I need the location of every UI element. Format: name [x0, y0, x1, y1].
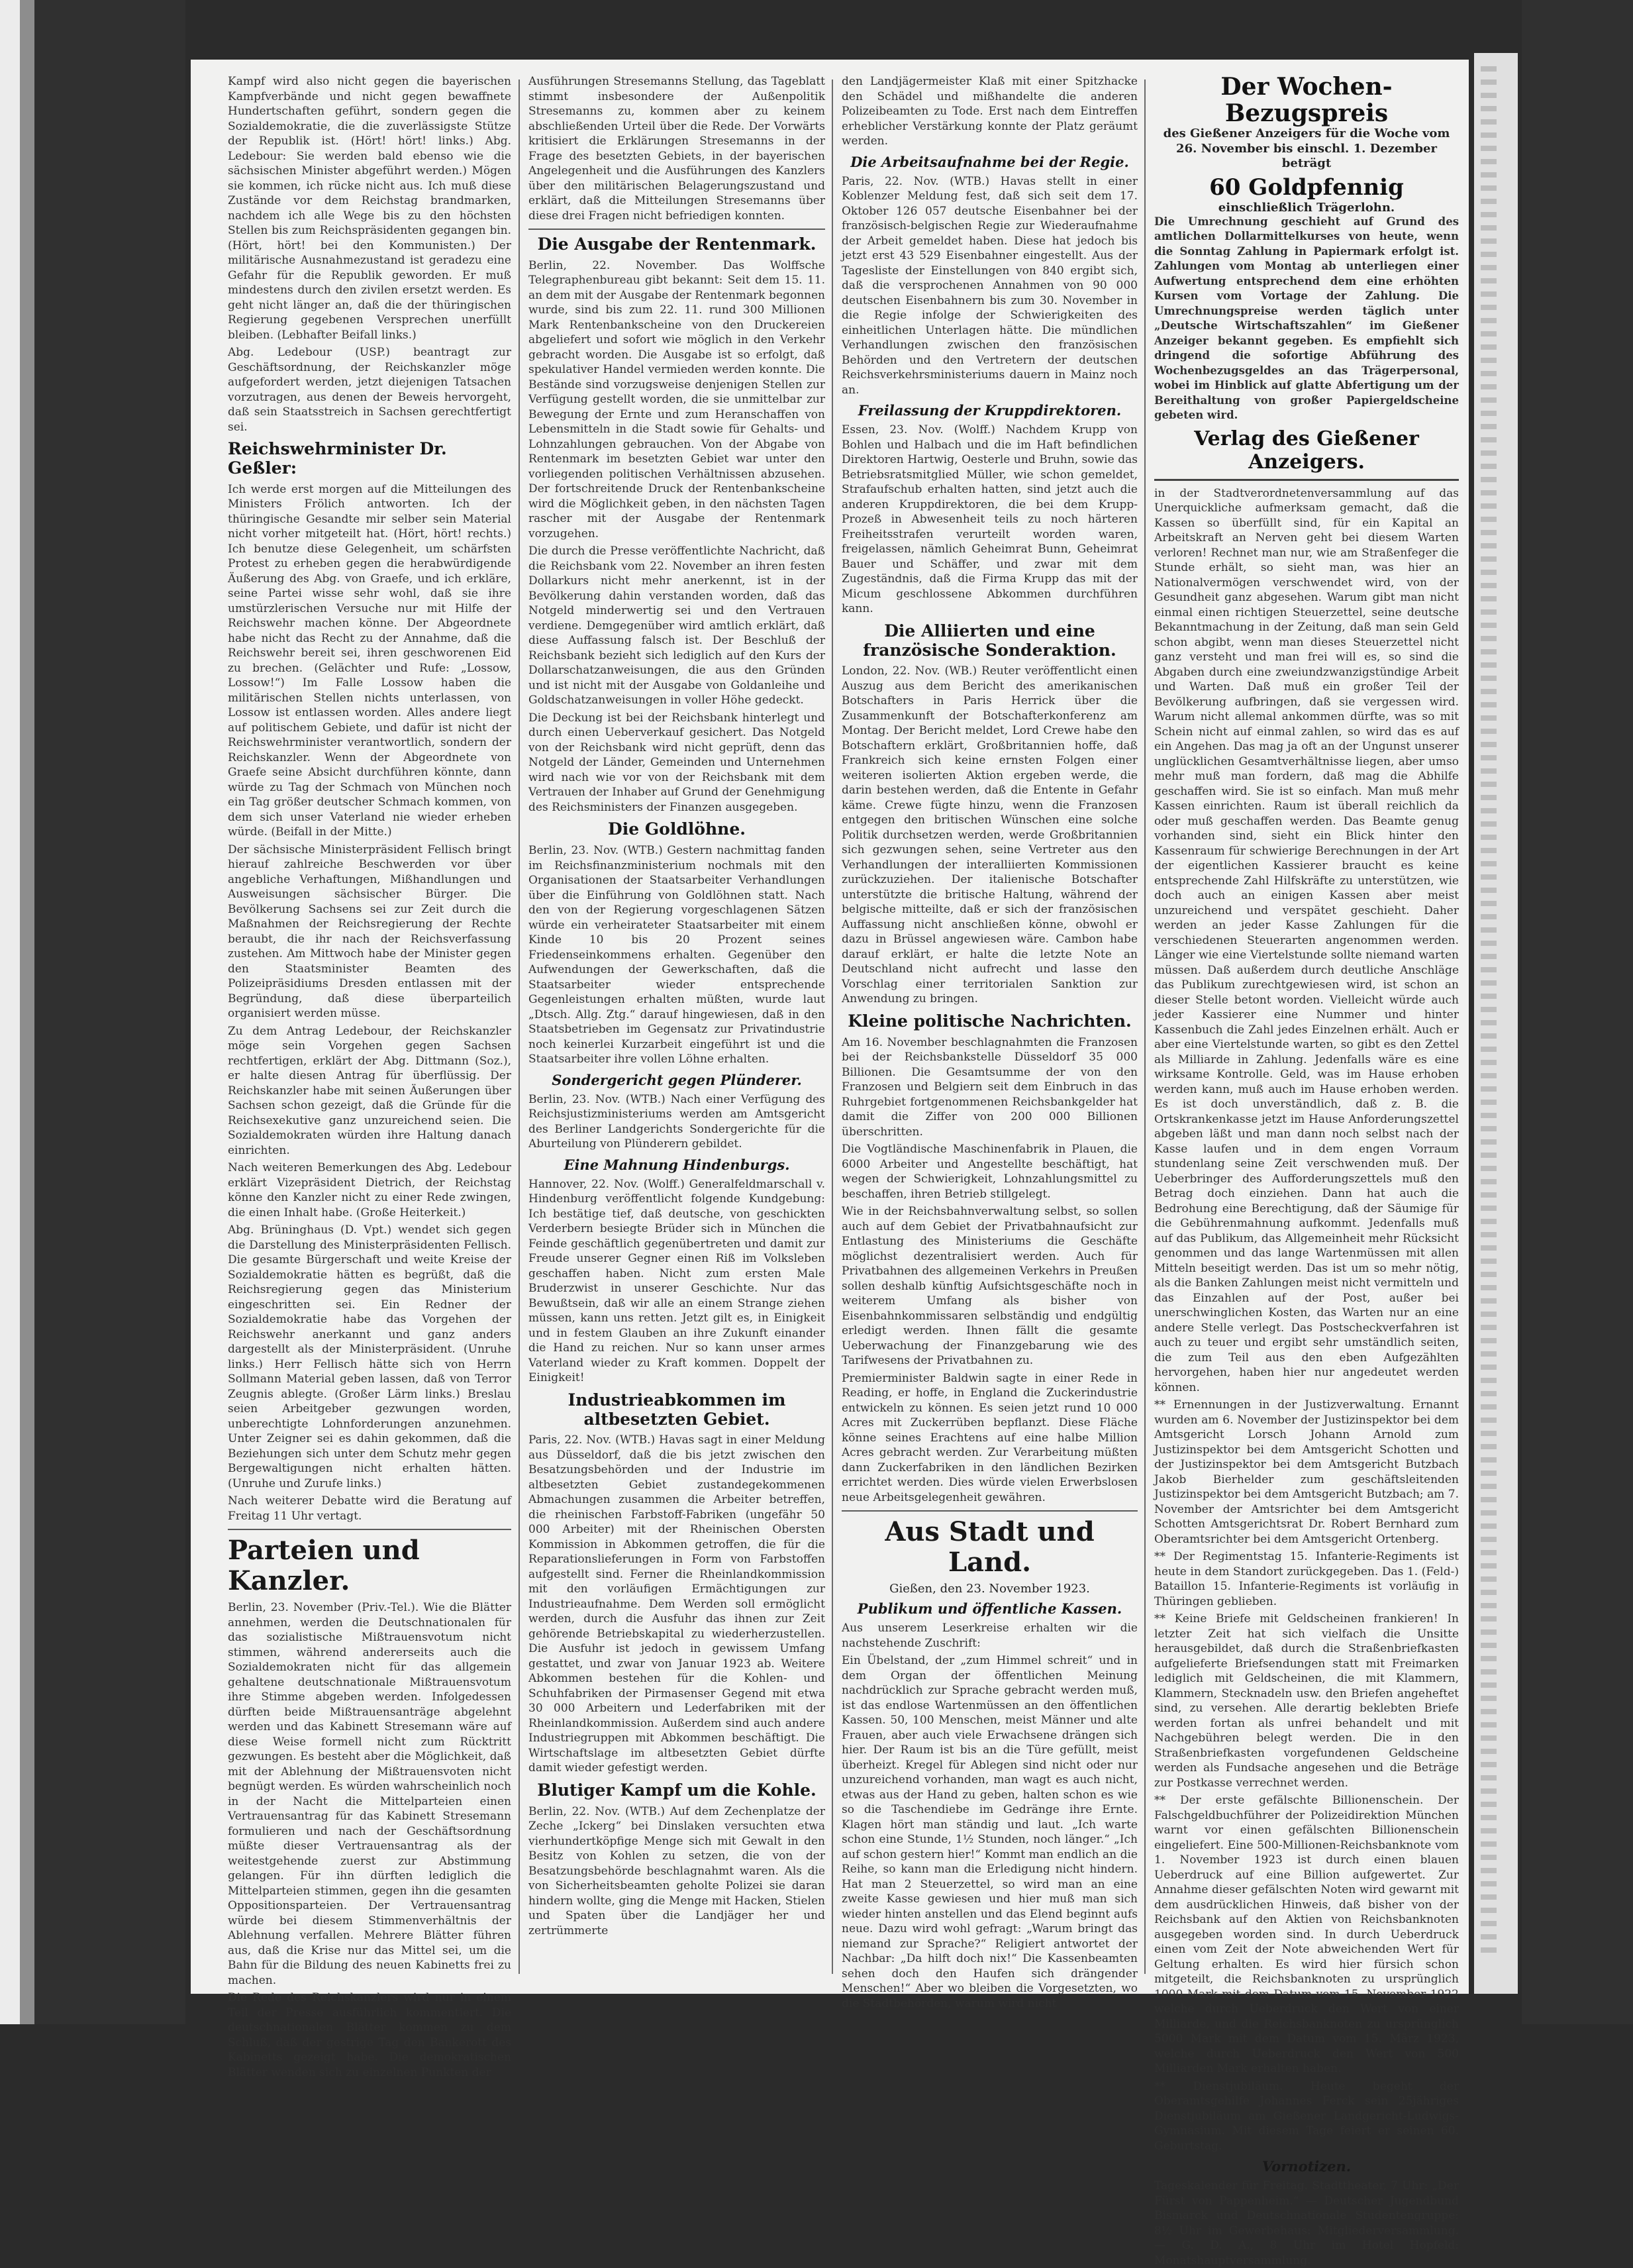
paragraph: in der Stadtverordnetenversammlung auf das Unerquickliche aufmerksam gemacht, daß die Kassen so überfüllt sind, für ein Kapital an Arbeitskraft an Nerven geht bei diesem Warten verloren! Rechnet man nur, wie am Straßenfeger die Stunde erhält, so sieht man, was hier an Nationalvermögen verschwendet wird, von der Gesundheit ganz abgesehen. Warum gibt man nicht einmal einen richtigen Steuerzettel, seine deutsche Bekanntmachung in der Zeitung, daß man sein Geld schon abgibt, wenn man dieses Steuerzettel nicht ganz versteht und man frei will es, so sind die Abgaben durch eine zweiundzwanzigstündige Arbeit und Warten. Daß muß ein großer Teil der Bevölkerung aufbringen, daß sie vergessen wird. Warum nicht allemal ankommen dürfte, was so mit Schein nicht auf einmal zahlen, so wird das es auf ein Angehen. Das mag ja oft an der Ungunst unserer unglücklichen Gesamtverhältnisse liegen, aber umso mehr muß man fordern, daß mag die Abhilfe geschaffen wird. Sie ist so einfach. Man muß mehr Kassen einrichten. Raum ist überall reichlich da oder muß geschaffen werden. Das Beamte genug vorhanden sind, sieht ein Blick hinter den Kassenraum für schwierige Berechnungen in der Art der eigentlichen Kassierer braucht es keine entsprechende Zahl Hilfskräfte zu unterstützen, wie doch auch an einigen Kassen aber meist unzureichend und verspätet geschieht. Daher werden an jeder Kasse Zahlungen für die verschiedenen Steuerarten angenommen werden. Länger wie eine Viertelstunde sollte niemand warten müssen. Daß außerdem durch deutliche Anschläge das Publikum zurechtgewiesen wird, ist schon an dieser Stelle betont worden. Vielleicht würde auch jeder Kassierer eine Nummer und hinter Kassenbuch die Zahl jedes Einzelnen erhält. Auch er aber eine Viertelstunde warten, so gibt es den Zettel als Milliarde in Zahlung. Jedenfalls wäre es eine wirksame Kontrolle. Geld, was im Hause erhoben werden kann, muß auch im Hause erhoben werden. Es ist doch unverständlich, daß z. B. die Ortskrankenkasse jetzt im Hause Anforderungszettel abgeben läßt und man dann noch selbst nach der Kasse laufen und in dem engen Vorraum stundenlang seine Zeit verschwenden muß. Der Ueberbringer des Aufforderungszettels muß den Betrag doch einziehen. Dann hat auch die Bedrohung eine Berechtigung, daß der Säumige für die Gebührenmahnung aufkommt. Jedenfalls muß auf das Publikum, das Allgemeinheit mehr Rücksicht genommen und das lange Wartenmüssen mit allen Mitteln beseitigt werden. Das ist um so mehr nötig, als die Banken Zahlungen meist nicht vermitteln und das Einzahlen auf der Post, außer bei unerschwinglichen Kosten, das Warten nur an eine andere Stelle verlegt. Das Postscheckverfahren ist auch zu teuer und ergibt sehr umständlich seiten, die zum Teil aus den eben Aufgezählten hervorgehen, haben hier nur angedeutet werden können. — [1154, 486, 1459, 1394]
paragraph: Die Rede des Reichskanzlers wird nur in einem Teil der Presse ausführlich kommentiert. Die deutschnationalen Blätter kommen zu dem Schluß, daß der gestrige Tag den Bankerott des Kabinetts gezeigt habe. Die demokratischen Blätter wenden sich zu einzelnen Punkten der — [228, 1991, 511, 2079]
column-2 — [528, 74, 825, 1982]
paragraph: ** Der erste gefälschte Billionenschein. Der Falschgeldbuchführer der Polizeidirektion München warnt vor einen gefälschten Billionenschein eingeliefert. Eine 500-Millionen-Reichsbanknote vom 1. November 1923 ist durch einen blauen Ueberdruck auf eine Billion aufgewertet. Zur Annahme dieser gefälschten Noten wird gewarnt mit dem ausdrücklichen Hinweis, daß bisher von der Reichsbank auf den Aktien von Reichsbanknoten ausgegeben worden sind. In durch Ueberdruck einen vom Zeit der Note abweichenden Wert für Geltung erhalten. Es wird hier fürsich schon mitgeteilt, die Reichsbanknoten zu ursprünglich 1000 Mark mit dem Datum vom 15. November 1922 welche durch Ueberdruck den Wert von einer Milliarde, und die Reichsbanknoten zu ursprünglich 5000 Mark mit dem Datum vom 15. März 1923, welche durch Ueberdruck den Wert von 500 Milliarden Mark erhalten haben. — [1154, 1794, 1459, 2076]
paragraph: Ich werde erst morgen auf die Mitteilungen des Ministers Frölich antworten. Ich der thüringische Gesandte mir selber sein Material nicht vorher mitgeteilt hat. (Hört, hört! rechts.) Ich benutze diese Gelegenheit, um schärfsten Protest zu erheben gegen die herabwürdigende Äußerung des Abg. von Graefe, und ich erkläre, seine Partei wisse sehr wohl, daß sie ihre umstürzlerischen Versuche nur mit Hilfe der Reichswehr machen könne. Der Abgeordnete habe nicht das Recht zu der Annahme, daß die Reichswehr bereit sei, ihren geschworenen Eid zu brechen. (Gelächter und Rufe: „Lossow, Lossow!“) Im Falle Lossow haben die militärischen Stellen nichts unterlassen, von Lossow ist entlassen worden. Alles andere liegt auf politischem Gebiete, und dafür ist nicht der Reichswehrminister verantwortlich, sondern der Reichskanzler. Wenn der Abgeordnete von Graefe seine Absicht durchführen könnte, dann würde zu Tag der Schmach von München noch ein Tag größer deutscher Schmach kommen, von dem sich unser Vaterland nie wieder erheben würde. (Beifall in der Mitte.) — [228, 482, 511, 839]
subscription-period: des Gießener Anzeigers für die Woche vom 26. November bis einschl. 1. Dezember beträgt — [1163, 127, 1450, 171]
headline-industrieabkommen: Industrieabkommen im altbesetzten Gebiet. — [568, 1390, 786, 1429]
paragraph: Essen, 23. Nov. (Wolff.) Nachdem Krupp von Bohlen und Halbach und die im Haft befindlichen Direktoren Hartwig, Oesterle und Bruhn, sowie das Betriebsratsmitglied Müller, wie schon gemeldet, Strafaufschub erhalten hatten, sind jetzt auch die anderen Kruppdirektoren, die bei dem Krupp-Prozeß in Abwesenheit teils zu noch härteren Freiheitsstrafen verurteilt worden waren, freigelassen, nämlich Geheimrat Bunn, Geheimrat Bauer und Schäffer, und zwar mit dem Zugeständnis, daß die Firma Krupp das mit der Micum geschlossene Abkommen durchführen kann. — [842, 423, 1138, 616]
paragraph: Paris, 22. Nov. (WTB.) Havas stellt in einer Koblenzer Meldung fest, daß sich seit dem 17. Oktober 126 057 deutsche Eisenbahner bei der französisch-belgischen Regie zur Wiederaufnahme der Arbeit gemeldet haben. Diese hat jedoch bis jetzt erst 43 529 Eisenbahner eingestellt. Aus der Tagesliste der Einstellungen von 840 ergibt sich, daß die versprochenen Annahmen von 90 000 deutschen Eisenbahnern bis zum 30. November in die Regie infolge der Schwierigkeiten des einheitlichen Unterlagen hätte. Die mündlichen Verhandlungen zwischen den französischen Behörden und den Vertretern der deutschen Reichsverkehrsministeriums dauern in Mainz noch an. — [842, 174, 1138, 397]
dateline: Gießen, den 23. November 1923. — [889, 1582, 1090, 1596]
paragraph: Die durch die Presse veröffentlichte Nachricht, daß die Reichsbank vom 22. November an ihren festen Dollarkurs nicht mehr anerkennt, ist in der Bevölkerung dahin verstanden worden, daß das Notgeld minderwertig sei und den Vertrauen verdiene. Demgegenüber wird amtlich erklärt, daß diese Auffassung falsch ist. Der Beschluß der Reichsbank bezieht sich lediglich auf den Kurs der Dollarschatzanweisungen, die aus den Gründen und ist nicht mit der Ausgabe von Goldanleihe und Goldschatzanweisungen in voller Höhe gedeckt. — [528, 544, 825, 707]
subscription-price: 60 Goldpfennig — [1209, 174, 1404, 201]
subscription-body: Die Umrechnung geschieht auf Grund des amtlichen Dollarmittelkurses von heute, wenn die Sonntag Zahlung in Papiermark erfolgt ist. Zahlungen vom Montag ab unterliegen einer Aufwertung entsprechend dem eine erhöhten Kursen vom Vortage der Zahlung. Die Umrechnungspreise werden täglich unter „Deutsche Wirtschaftszahlen“ im Gießener Anzeiger bekannt gegeben. Es empfiehlt sich dringend die sofortige Abführung des Wochenbezugsgeldes an das Trägerpersonal, wobei im Hinblick auf glatte Abfertigung um der Bereithaltung von großer Papiergeldscheine gebeten wird. — [1154, 215, 1459, 422]
headline-goldloehne: Die Goldlöhne. — [608, 819, 746, 839]
headline-kleine-nachrichten: Kleine politische Nachrichten. — [848, 1011, 1132, 1031]
headline-rentenmark: Die Ausgabe der Rentenmark. — [537, 234, 816, 254]
paragraph: Ausführungen Stresemanns Stellung, das Tageblatt stimmt insbesondere der Außenpolitik Stresemanns zu, kommen aber zu keinem abschließenden Urteil über die Rede. Der Vorwärts kritisiert die Erklärungen Stresemanns in der Frage des besetzten Gebiets, in der bayerischen Angelegenheit und die Ausführungen des Kanzlers über den militärischen Belagerungszustand und erklärt, daß die Mitteilungen Stresemanns über diese drei Fragen nicht befriedigen konnten. — [528, 75, 825, 223]
headline-kruppdirektoren: Freilassung der Kruppdirektoren. — [858, 402, 1122, 419]
headline-kampf-um-kohle: Blutiger Kampf um die Kohle. — [537, 1780, 816, 1800]
column-rule — [1144, 79, 1146, 1974]
column-3 — [842, 74, 1138, 2010]
scanner-background-edge — [20, 0, 34, 2024]
paragraph: Paris, 22. Nov. (WTB.) Havas sagt in einer Meldung aus Düsseldorf, daß die bis jetzt zwischen den Besatzungsbehörden und der Industrie im altbesetzten Gebiet zustandegekommenen Abmachungen zusammen die Arbeiter betreffen, die rheinischen Farbstoff-Fabriken (ungefähr 50 000 Arbeiter) mit der Rheinischen Obersten Kommission in Abkommen getroffen, die für die Reparationslieferungen in Form von Farbstoffen aufgestellt sind. Ferner die Rheinlandkommission mit den vorläufigen Ermächtigungen zur Industrieaufnahme. Dem Werden soll ermöglicht werden, durch die Ausfuhr das ihnen zur Zeit gehörende Betriebskapital zu wiederherzustellen. Die Ausfuhr ist jedoch in gewissem Umfang gestattet, und zwar von Januar 1923 ab. Weitere Abkommen bestehen für die Kohlen- und Schuhfabriken der Pirmasenser Gegend mit etwa 30 000 Arbeitern und Lederfabriken mit der Rheinlandkommission. Außerdem sind auch andere Industriegruppen mit Abkommen beschäftigt. Die Wirtschaftslage im altbesetzten Gebiet dürfte damit wieder gefestigt werden. — [528, 1433, 825, 1775]
paragraph: Berlin, 23. November (Priv.-Tel.). Wie die Blätter annehmen, werden die Deutschnationalen für das sozialistische Mißtrauensvotum nicht stimmen, während andererseits auch die Sozialdemokraten nicht für das allgemein gehaltene deutschnationale Mißtrauensvotum ihre Stimme abgeben werden. Infolgedessen dürften beide Mißtrauensanträge abgelehnt werden und das Kabinett Stresemann wäre auf diese Weise formell nicht zum Rücktritt gezwungen. Es besteht aber die Möglichkeit, daß mit der Ablehnung der Mißtrauensvoten nicht begnügt werden. Es würden wahrscheinlich noch in der Nacht die Mittelparteien einen Vertrauensantrag für das Kabinett Stresemann formulieren und nach der Geschäftsordnung müßte dieser Vertrauensantrag als der weitestgehende zuerst zur Abstimmung gelangen. Für ihn dürften lediglich die Mittelparteien stimmen, gegen ihn die gesamten Oppositionsparteien. Der Vertrauensantrag würde bei diesem Stimmenverhältnis der Ablehnung verfallen. Mehrere Blätter führen aus, daß die Krise nur das Mittel sei, um die Bahn für die Bildung des neuen Kabinetts frei zu machen. — [228, 1601, 511, 1987]
paragraph: ** Ernennungen in der Justizverwaltung. Ernannt wurden am 6. November der Justizinspektor bei dem Amtsgericht Lorsch Johann Arnold zum Justizinspektor bei dem Amtsgericht Schotten und der Justizinspektor bei dem Amtsgericht Butzbach Jakob Bierhelder zum geschäftsleitenden Justizinspektor bei dem Amtsgericht Butzbach; am 7. November der Amtsrichter bei dem Amtsgericht Schotten Amtsgerichtsrat Dr. Robert Bernhard zum Oberamtsrichter bei dem Amtsgericht Ortenberg. — [1154, 1398, 1459, 1546]
subscription-title: Der Wochen-Bezugspreis — [1220, 73, 1393, 127]
subscription-notice — [1154, 74, 1459, 481]
paragraph: Hannover, 22. Nov. (Wolff.) Generalfeldmarschall v. Hindenburg veröffentlicht folgende Kundgebung: Ich bestätige tief, daß deutsche, von geschickten Verderbern besiegte Brüder sich in München die Feinde geschäftlich gegenübertreten und damit zur Freude unserer Gegner einen Riß im Volksleben geschaffen haben. Nicht zum ersten Male Bruderzwist in unserer Geschichte. Nur das Bewußtsein, daß wir alle an einem Strange ziehen müssen, kann uns retten. Jetzt gilt es, in Einigkeit und in festem Glauben an ihre Zukunft einander die Hand zu reichen. Nur so kann unser armes Vaterland wieder zu Kraft kommen. Doppelt der Einigkeit! — [528, 1177, 825, 1385]
headline-arbeitsaufnahme: Die Arbeitsaufnahme bei der Regie. — [850, 153, 1129, 170]
column-1 — [228, 74, 511, 2079]
paragraph: Abg. Ledebour (USP.) beantragt zur Geschäftsordnung, der Reichskanzler möge aufgefordert werden, jetzt diejenigen Tatsachen vorzutragen, aus denen der Beweis hervorgeht, daß sein Staatsstreich in Sachsen gerechtfertigt sei. — [228, 346, 511, 434]
paragraph: Die Deckung ist bei der Reichsbank hinterlegt und durch einen Ueberverkauf gesichert. Das Notgeld von der Reichsbank wird nicht geprüft, denn das Notgeld der Länder, Gemeinden und Unternehmen wird nach wie vor von der Reichsbank mit dem Vertrauen der Inhaber auf Grund der Genehmigung des Reichsministers der Finanzen ausgegeben. — [528, 711, 825, 814]
scanner-background-dark — [34, 0, 185, 2024]
paragraph: den Landjägermeister Klaß mit einer Spitzhacke den Schädel und mißhandelte die anderen Polizeibeamten zu Tode. Erst nach dem Eintreffen erheblicher Verstärkung konnte der Platz geräumt werden. — [842, 75, 1138, 148]
headline-vornotizen: Vornotizen. — [1262, 2158, 1352, 2175]
paragraph: ** Dienstjubiläum. Heute begeht der Oberamtsgehilfe Johannes Ferck sein 25jähriges Dienstjubiläum am Gießener Landgericht-Ludwigs-Gymnasium. Mit diesem Tage feiert er seinen 60. Geburtstag. — [1154, 2079, 1459, 2153]
paragraph: Kampf wird also nicht gegen die bayerischen Kampfverbände und nicht gegen bewaffnete Hundertschaften geführt, sondern gegen die Sozialdemokratie, die die zuverlässigste Stütze der Republik ist. (Hört! hört! links.) Abg. Ledebour: Sie werden bald ebenso wie die sächsischen Minister abgeführt werden.) Mögen sie kommen, ich rücke nicht aus. Ich muß diese Zustände vor dem Reichstag brandmarken, nachdem ich alle Wege bis zu den höchsten Stellen bis zum Reichspräsidenten gegangen bin. (Hört, hört! bei den Kommunisten.) Der militärische Ausnahmezustand ist geradezu eine Gefahr für die Republik geworden. Er muß mindestens durch den zivilen ersetzt werden. Es geht nicht länger an, daß die der thüringischen Regierung gegebenen Versprechen unerfüllt bleiben. (Lebhafter Beifall links.) — [228, 75, 511, 342]
headline-reichswehrminister: Reichswehrminister Dr. Geßler: — [228, 439, 447, 478]
article-parteien-und-kanzler — [228, 1535, 511, 2080]
column-rule — [519, 79, 520, 1974]
divider — [228, 1529, 511, 1530]
paragraph: Berlin, 22. November. Das Wolffsche Telegraphenbureau gibt bekannt: Seit dem 15. 11. an dem mit der Ausgabe der Rentenmark begonnen wurde, sind bis zum 22. 11. rund 300 Millionen Mark Rentenbankscheine von den Druckereien abgeliefert und sofort wie möglich in den Verkehr gebracht worden. Die Ausgabe ist so erfolgt, daß spekulativer Handel vermieden werden konnte. Die Bestände sind vorzugsweise denjenigen Stellen zur Verfügung gestellt worden, die sie unmittelbar zur Bewegung der Ernte und zum Heranschaffen von Lebensmitteln in die Stadt sowie für Gehalts- und Lohnzahlungen gebrauchen. Von der Abgabe von Rentenmark im besetzten Gebiet war unter den vorliegenden politischen Verhältnissen abzusehen. Der fortschreitende Druck der Rentenbankscheine wird die Möglichkeit geben, in den nächsten Tagen rascher mit der Ausgabe der Rentenmark vorzugehen. — [528, 258, 825, 541]
paragraph: Aus unserem Leserkreise erhalten wir die nachstehende Zuschrift: — [842, 1622, 1138, 1650]
headline-sondergericht: Sondergericht gegen Plünderer. — [552, 1071, 802, 1088]
paragraph: ** Keine Briefe mit Geldscheinen frankieren! In letzter Zeit hat sich vielfach die Unsitte herausgebildet, daß durch die Straßenbriefkasten aufgelieferte Briefsendungen statt mit Freimarken lediglich mit Geldscheinen, die mit Klammern, Klammern, Stecknadeln usw. den Briefen angeheftet sind, zu versehen. Alle derartig beklebten Briefe werden fortan als unfrei behandelt und mit Nachgebühren belegt werden. Die in den Straßenbriefkasten vorgefundenen Geldscheine werden als Fundsache angesehen und die Beträge zur Postkasse verrechnet werden. — [1154, 1612, 1459, 1790]
scanner-background-left — [0, 0, 20, 2024]
divider — [842, 1510, 1138, 1512]
paragraph: Ein Übelstand, der „zum Himmel schreit“ und in dem Organ der öffentlichen Meinung nachdrücklich zur Sprache gebracht werden muß, ist das endlose Wartenmüssen an den öffentlichen Kassen. 50, 100 Menschen, meist Männer und alte Frauen, aber auch viele Erwachsene drängen sich hier. Der Raum ist bis an die Türe gefüllt, meist überheizt. Kregel für Ablegen sind nicht oder nur unzureichend vorhanden, man wagt es auch nicht, etwas aus der Hand zu geben, halten schon es wie so die Taschendiebe im Gedränge ihre Ernte. Klagen hört man ständig und laut. „Ich warte schon eine Stunde, 1½ Stunden, noch länger.“ „Ich auf schon gestern hier!“ Kommt man endlich an die Reihe, so kann man die Erledigung nicht hindern. Hat man 2 Steuerzettel, so wird man an eine zweite Kasse gewiesen und hier muß man sich wieder hinten anstellen und das Elend beginnt aufs neue. Dazu wird wohl gefragt: „Warum bringt das niemand zur Sprache?“ Religiert antwortet der Nachbar: „Da hilft doch nix!“ Die Kassenbeamten sehen doch den Haufen sich drängender Menschen!“ Aber wo bleiben die Vorgesetzten, wo die Stadtbehörden, warum wird nicht — [842, 1654, 1138, 2010]
newspaper-page — [191, 60, 1469, 2267]
paragraph: Nach weiterer Debatte wird die Beratung auf Freitag 11 Uhr vertagt. — [228, 1494, 511, 1523]
spine-texture — [1481, 66, 1497, 1954]
scanner-background-right — [1522, 0, 1633, 2024]
paragraph: Berlin, 23. Nov. (WTB.) Nach einer Verfügung des Reichsjustizministeriums werden am Amtsgericht des Berliner Landgerichts Sondergerichte für die Aburteilung von Plünderern gebildet. — [528, 1092, 825, 1151]
paragraph: Nach weiteren Bemerkungen des Abg. Ledebour erklärt Vizepräsident Dietrich, der Reichstag könne den Kanzler nicht zu einer Rede zwingen, die einen Inhalt habe. (Große Heiterkeit.) — [228, 1161, 511, 1219]
paragraph: Der sächsische Ministerpräsident Fellisch bringt hierauf zahlreiche Beschwerden vor über angebliche Verhaftungen, Mißhandlungen und Ausweisungen sächsischer Bürger. Die Bevölkerung Sachsens sei zur Zeit durch die Maßnahmen der Reichsregierung der Rechte beraubt, die ihr nach der Reichsverfassung zustehen. Am Mittwoch habe der Minister gegen den Staatsminister Beamten des Polizeipräsidiums Dresden entlassen mit der Begründung, daß diese überparteilich organisiert werden müsse. — [228, 843, 511, 1020]
headline-publikum-kassen: Publikum und öffentliche Kassen. — [857, 1600, 1122, 1618]
publisher-name: Verlag des Gießener Anzeigers. — [1194, 427, 1419, 474]
headline-alliierte: Die Alliierten und eine französische Sonderaktion. — [863, 621, 1116, 660]
section-title-stadt-und-land: Aus Stadt und Land. — [885, 1516, 1095, 1578]
paragraph: ** Der Regimentstag 15. Infanterie-Regiments ist heute in dem Standort zurückgegeben. Das 1. (Feld-) Bataillon 15. Infanterie-Regiments ist vorläufig in Thüringen geblieben. — [1154, 1550, 1459, 1608]
paragraph: Abg. Brüninghaus (D. Vpt.) wendet sich gegen die Darstellung des Ministerpräsidenten Fellisch. Die gesamte Bürgerschaft und weite Kreise der Sozialdemokratie hätten es begrüßt, daß die Reichsregierung gegen das Ministerium eingeschritten sei. Ein Redner der Sozialdemokratie habe das Vorgehen der Reichswehr anerkannt und ganz anders dargestellt als der Ministerpräsident. (Unruhe links.) Herr Fellisch hätte sich von Herrn Sollmann Material geben lassen, daß von Terror Zeugnis ablegte. (Großer Lärm links.) Breslau seien Arbeitgeber gezwungen worden, unberechtigte Lohnforderungen anzunehmen. Unter Zeigner sei es dahin gekommen, daß die Beziehungen sich unter dem Schutz mehr gegen Bergewaltigungen nicht erhalten hätten. (Unruhe und Zurufe links.) — [228, 1223, 511, 1490]
divider — [528, 229, 825, 230]
headline-parteien-und-kanzler: Parteien und Kanzler. — [228, 1535, 420, 1596]
paragraph: Zu dem Antrag Ledebour, der Reichskanzler möge sein Vorgehen gegen Sachsen rechtfertigen, erklärt der Abg. Dittmann (Soz.), er halte diesen Antrag für überflüssig. Der Reichskanzler habe mit seinen Äußerungen über Sachsen schon gezeigt, daß die Gründe für die Reichsexekutive ganz unzureichend seien. Die Sozialdemokraten würden ihre Haltung danach einrichten. — [228, 1024, 511, 1157]
paragraph: Berlin, 22. Nov. (WTB.) Auf dem Zechenplatze der Zeche „Ickerg“ bei Dinslaken versuchten etwa vierhundertköpfige Menge sich mit Gewalt in den Besitz von Kohlen zu setzen, die von der Besatzungsbehörde beschlagnahmt waren. Als die von Sicherheitsbeamten geholte Polizei sie daran hindern wollte, ging die Menge mit Hacken, Stielen und Spaten über die Landjäger her und zertrümmerte — [528, 1804, 825, 1937]
paragraph: Tageskalender für Freitag. Stadttheater, 7 Uhr: „Der Fürst von Pappenheim.“ — Deutscher Jugendbund Bismarck und Deutschnationale Studentengruppe: 8½ Uhr im Gewerbehaus: Mitgliederversammlung. — G. D. A., 8 Uhr im Hotel Hopfeld: Monatshauptversammlung. — [1154, 2179, 1459, 2267]
paragraph: Berlin, 23. Nov. (WTB.) Gestern nachmittag fanden im Reichsfinanzministerium nochmals mit den Organisationen der Staatsarbeiter Verhandlungen über die Einführung von Goldlöhnen statt. Nach den von der Regierung vorgeschlagenen Sätzen würde ein verheirateter Staatsarbeiter mit einem Kinde 10 bis 20 Prozent seines Friedenseinkommens erhalten. Gegenüber den Aufwendungen der Gewerkschaften, daß die Staatsarbeiter wieder entsprechende Gegenleistungen erhalten müßten, wurde laut „Dtsch. Allg. Ztg.“ darauf hingewiesen, daß in den Staatsbetrieben im Gegensatz zur Privatindustrie noch keinerlei Kurzarbeit eingeführt ist und die Staatsarbeiter ihre vollen Löhne erhalten. — [528, 844, 825, 1066]
paragraph: Premierminister Baldwin sagte in einer Rede in Reading, er hoffe, in England die Zuckerindustrie entwickeln zu können. Es seien jetzt rund 10 000 Acres mit Zuckerrüben bepflanzt. Diese Fläche könne seines Erachtens auf eine halbe Million Acres gebracht werden. Zur Verarbeitung müßten dann Zuckerfabriken in den ländlichen Bezirken errichtet werden. Dies würde vielen Erwerbslosen neue Arbeitsgelegenheit gewähren. — [842, 1371, 1138, 1504]
headline-hindenburg: Eine Mahnung Hindenburgs. — [564, 1156, 790, 1173]
article-reichstag-debate — [228, 74, 511, 1523]
paragraph: Am 16. November beschlagnahmten die Franzosen bei der Reichsbankstelle Düsseldorf 35 000 Billionen. Die Gesamtsumme der von den Franzosen und Belgiern seit dem Einbruch in das Ruhrgebiet fortgenommenen Reichsbankgelder hat damit die Ziffer von 200 000 Billionen überschritten. — [842, 1035, 1138, 1139]
column-rule — [832, 79, 833, 1974]
paragraph: London, 22. Nov. (WB.) Reuter veröffentlicht einen Auszug aus dem Bericht des amerikanischen Botschafters in Paris Herrick über die Zusammenkunft der Botschafterkonferenz am Montag. Der Bericht meldet, Lord Crewe habe den Botschaftern erklärt, Großbritannien hoffe, daß Frankreich sich keine ernsten Folgen einer weiteren isolierten Aktion ergeben werde, die darin bestehen werden, daß die Entente in Gefahr käme. Crewe fügte hinzu, wenn die Franzosen entgegen den britischen Wünschen eine solche Politik durchsetzen werden, werde Großbritannien sich gezwungen sehen, seine Vertreter aus den Verhandlungen der interalliierten Kommissionen zurückzuziehen. Der italienische Botschafter unterstützte die britische Haltung, während der belgische mitteilte, daß er sich der französischen Auffassung nicht anschließen könne, obwohl er dazu in Brüssel angewiesen wäre. Cambon habe darauf erklärt, er halte die letzte Note an Deutschland nicht aufrecht und lasse den Vorschlag einer territorialen Sanktion zur Anwendung zu bringen. — [842, 664, 1138, 1006]
paragraph: Die Vogtländische Maschinenfabrik in Plauen, die 6000 Arbeiter und Angestellte beschäftigt, hat wegen der Schwierigkeit, Lohnzahlungsmittel zu beschaffen, ihren Betrieb stillgelegt. — [842, 1143, 1138, 1201]
column-4 — [1154, 73, 1459, 2267]
subscription-price-note: einschließlich Trägerlohn. — [1218, 200, 1395, 215]
paragraph: Wie in der Reichsbahnverwaltung selbst, so sollen auch auf dem Gebiet der Privatbahnaufsicht zur Entlastung des Ministeriums die Geschäfte möglichst dezentralisiert werden. Auch für Privatbahnen des allgemeinen Verkehrs in Preußen sollen deshalb künftig Aufsichtsgeschäfte noch in weiterem Umfang als bisher von Eisenbahnkommissaren selbständig und endgültig erledigt werden. Ihnen fällt die gesamte Ueberwachung der Finanzgebarung wie des Tarifwesens der Privatbahnen zu. — [842, 1205, 1138, 1368]
